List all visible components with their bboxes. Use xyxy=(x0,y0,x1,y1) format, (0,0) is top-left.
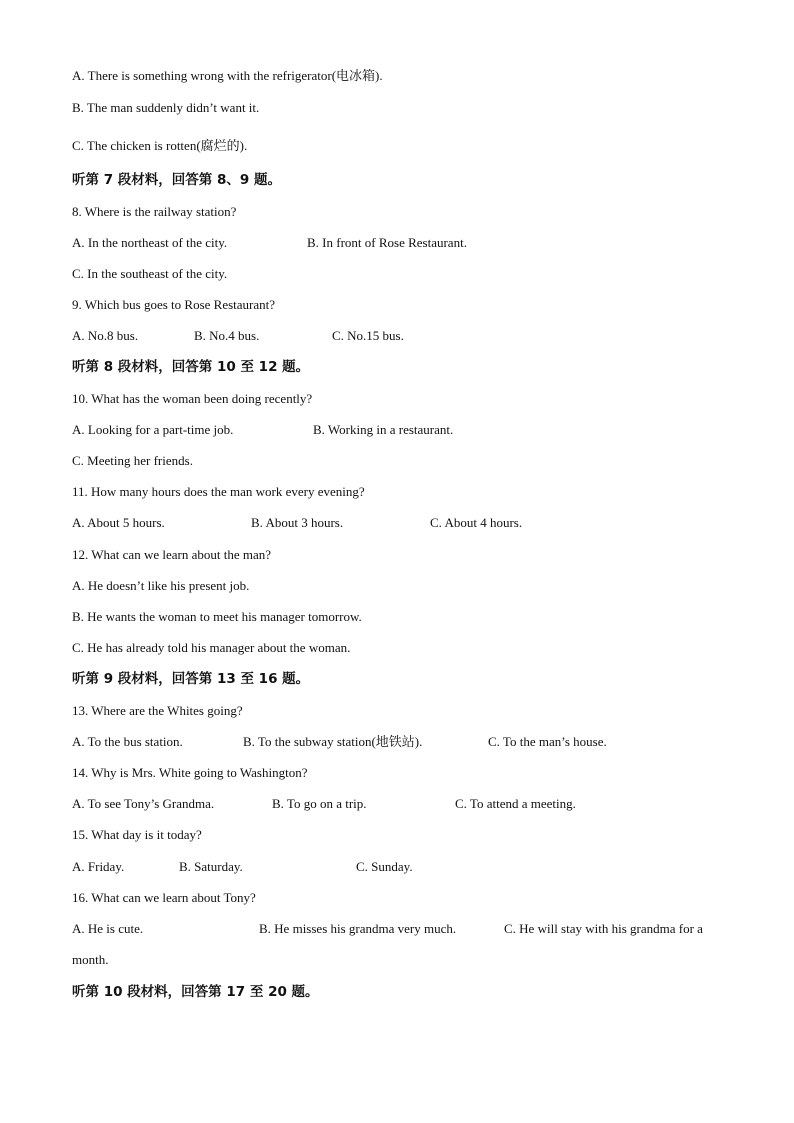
section-heading: 听第 10 段材料，回答第 17 至 20 题。 xyxy=(72,984,319,1000)
option-c: C. He will stay with his grandma for a xyxy=(504,921,703,936)
section-heading: 听第 8 段材料，回答第 10 至 12 题。 xyxy=(72,359,310,375)
question: 11. How many hours does the man work every evening? xyxy=(72,484,365,499)
question: 10. What has the woman been doing recently? xyxy=(72,391,313,406)
option-b: B. Saturday. xyxy=(179,859,243,874)
option-c: C. About 4 hours. xyxy=(430,515,523,530)
option-b: B. He misses his grandma very much. xyxy=(259,921,457,936)
option-b: B. To the subway station(地铁站). xyxy=(243,734,423,749)
question: 8. Where is the railway station? xyxy=(72,204,237,219)
option-c: C. No.15 bus. xyxy=(332,328,404,343)
option-c: C. Sunday. xyxy=(356,859,413,874)
option-c: C. To attend a meeting. xyxy=(455,796,576,811)
option-c: C. To the man’s house. xyxy=(488,734,607,749)
section-heading: 听第 7 段材料，回答第 8、9 题。 xyxy=(72,172,281,188)
option-b: B. He wants the woman to meet his manager tomorrow. xyxy=(72,609,362,624)
option-a: A. Friday. xyxy=(72,859,125,874)
question: 15. What day is it today? xyxy=(72,827,202,842)
question: 14. Why is Mrs. White going to Washington? xyxy=(72,765,308,780)
option-c: C. He has already told his manager about the woman. xyxy=(72,640,351,655)
question: 16. What can we learn about Tony? xyxy=(72,890,256,905)
option-a: A. Looking for a part-time job. xyxy=(72,422,234,437)
question: 13. Where are the Whites going? xyxy=(72,703,243,718)
option-b: B. About 3 hours. xyxy=(251,515,344,530)
option-c: C. In the southeast of the city. xyxy=(72,266,228,281)
option-a: A. In the northeast of the city. xyxy=(72,235,228,250)
option-a: A. To see Tony’s Grandma. xyxy=(72,796,215,811)
option-b: B. To go on a trip. xyxy=(272,796,367,811)
option-a: A. No.8 bus. xyxy=(72,328,139,343)
option-a: A. He doesn’t like his present job. xyxy=(72,578,250,593)
option-b: B. No.4 bus. xyxy=(194,328,260,343)
option-line: C. The chicken is rotten(腐烂的). xyxy=(72,138,248,153)
question: 9. Which bus goes to Rose Restaurant? xyxy=(72,297,276,312)
section-heading: 听第 9 段材料，回答第 13 至 16 题。 xyxy=(72,671,310,687)
option-b: B. In front of Rose Restaurant. xyxy=(307,235,467,250)
option-a: A. To the bus station. xyxy=(72,734,183,749)
option-line: A. There is something wrong with the refrigerator(电冰箱). xyxy=(72,68,383,83)
option-b: B. Working in a restaurant. xyxy=(313,422,454,437)
option-a: A. About 5 hours. xyxy=(72,515,165,530)
option-c: C. Meeting her friends. xyxy=(72,453,193,468)
option-c-continued: month. xyxy=(72,952,109,967)
option-a: A. He is cute. xyxy=(72,921,144,936)
option-line: B. The man suddenly didn’t want it. xyxy=(72,100,260,115)
question: 12. What can we learn about the man? xyxy=(72,547,272,562)
